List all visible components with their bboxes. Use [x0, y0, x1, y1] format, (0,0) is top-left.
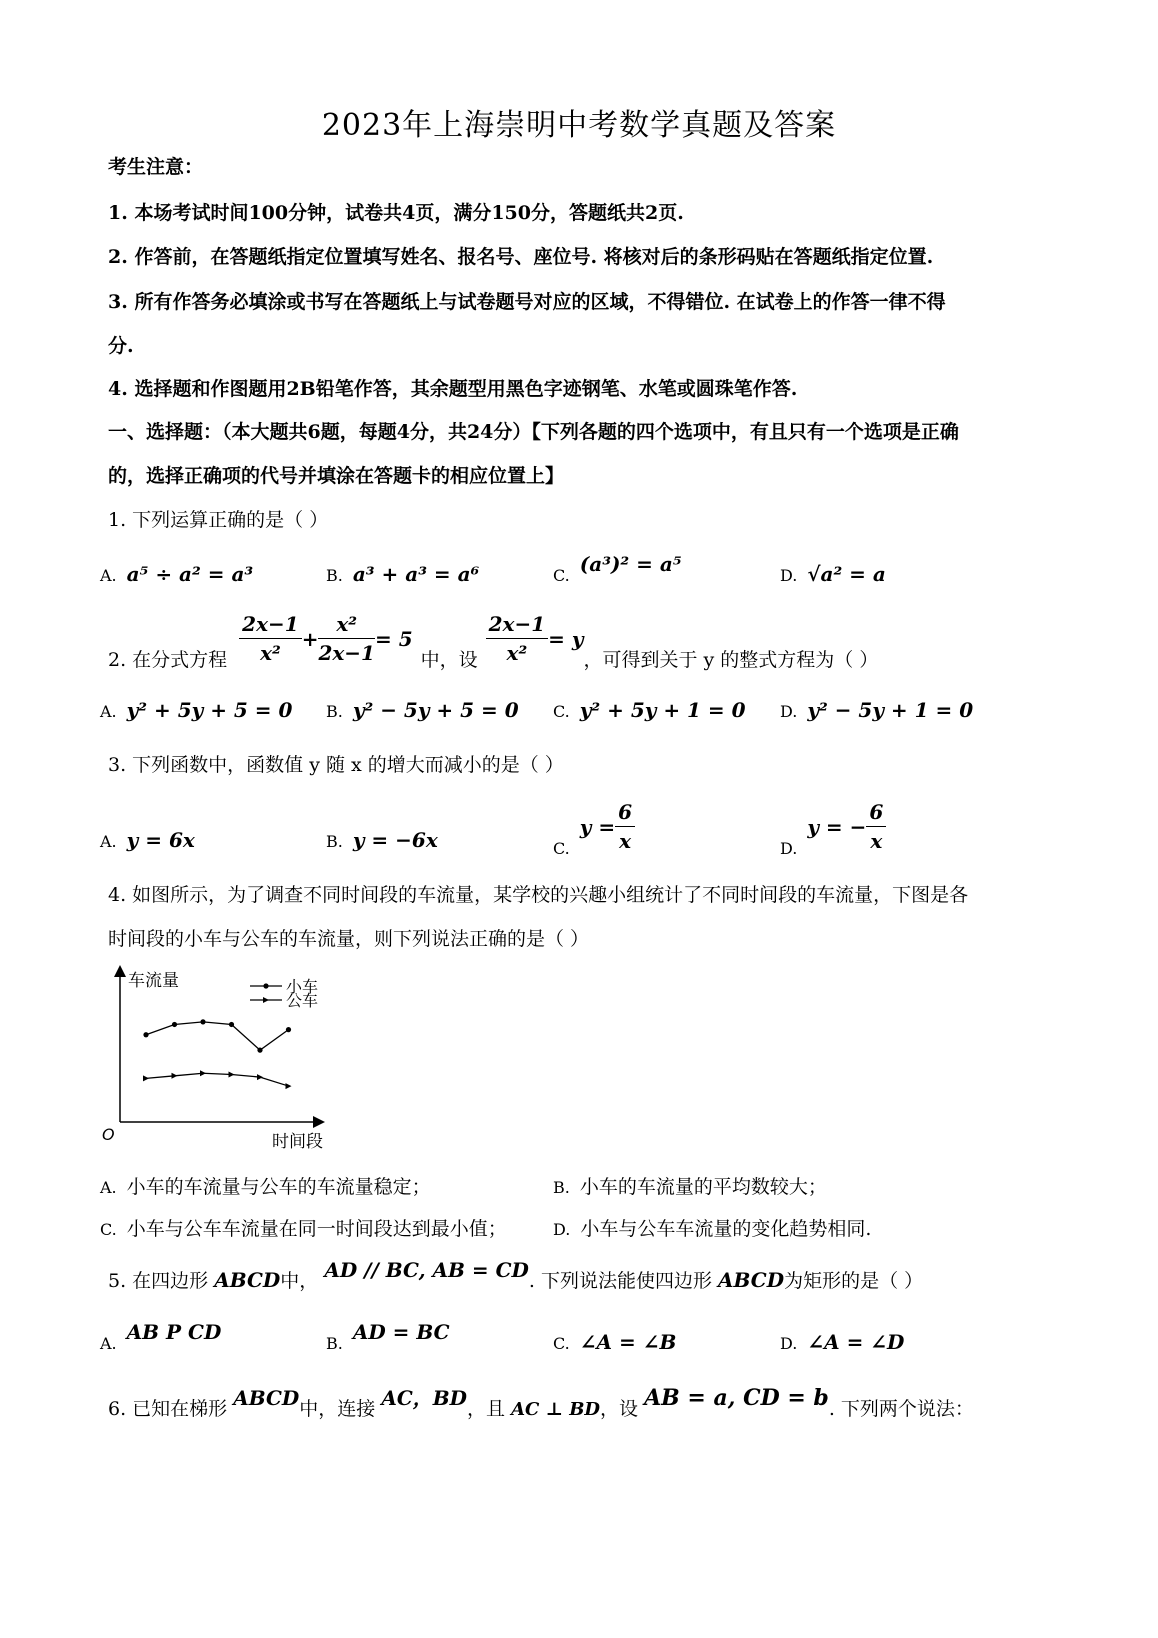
q5-quad: ABCD	[214, 1268, 281, 1292]
q4-label-c: C.	[100, 1220, 117, 1239]
q5-stem	[108, 1258, 924, 1293]
q5-condition: AD // BC, AB = CD	[324, 1258, 529, 1282]
q2-frac-3-num: 2x−1	[486, 610, 549, 639]
q2-expr-d: y² − 5y + 1 = 0	[807, 698, 974, 722]
q6-set-vectors: AB = a, CD = b	[644, 1385, 829, 1411]
y-axis-label: 车流量	[128, 971, 179, 991]
q2-mid: 中，设	[420, 649, 478, 671]
q5-expr-d: ∠A = ∠D	[807, 1330, 905, 1354]
q4-stem-2: 时间段的小车与公车的车流量，则下列说法正确的是（ ）	[108, 928, 590, 950]
section1-heading: 一、选择题：（本大题共6题，每题4分，共24分）【下列各题的四个选项中，有且只有一个选项是正确	[108, 421, 959, 443]
q2-option-b	[326, 698, 519, 722]
q3-frac-c-num: 6	[615, 798, 635, 827]
q6-prefix: 6. 已知在梯形	[108, 1398, 228, 1420]
q1-label-b: B.	[326, 566, 343, 585]
series-2-point-4	[229, 1072, 235, 1078]
series-1-point-2	[172, 1022, 177, 1027]
series-1-point-6	[286, 1027, 291, 1032]
series-2-point-3	[200, 1070, 206, 1076]
q3-label-d: D.	[780, 839, 798, 858]
q5-option-b	[326, 1320, 450, 1354]
q3-label-b: B.	[326, 832, 343, 851]
legend-label-2: 公车	[286, 991, 319, 1010]
q3-frac-d	[866, 798, 886, 855]
notice-item-3: 3. 所有作答务必填涂或书写在答题纸上与试卷题号对应的区域，不得错位. 在试卷上的作答一律不得	[108, 291, 946, 313]
series-2-point-2	[172, 1073, 178, 1079]
series-1-point-5	[257, 1048, 262, 1053]
q5-option-c	[553, 1330, 676, 1354]
q2-suffix: ，可得到关于 y 的整式方程为（ ）	[583, 649, 879, 671]
q1-label-c: C.	[553, 566, 570, 585]
chart-legend	[250, 977, 318, 1010]
q1-expr-b: a³ + a³ = a⁶	[352, 562, 480, 586]
q1-option-c	[553, 552, 682, 586]
q2-option-d	[780, 698, 973, 722]
q6-t1: 中，连接	[299, 1398, 376, 1420]
q4-label-a: A.	[100, 1178, 117, 1197]
q5-label-d: D.	[780, 1334, 798, 1353]
q5-label-b: B.	[326, 1334, 343, 1353]
q3-stem: 3. 下列函数中，函数值 y 随 x 的增大而减小的是（ ）	[108, 754, 564, 776]
series-1-point-1	[143, 1032, 148, 1037]
q2-expr-b: y² − 5y + 5 = 0	[352, 698, 519, 722]
q2-frac-2-num: x²	[318, 610, 375, 639]
q2-label-a: A.	[100, 702, 117, 721]
q1-option-d	[780, 562, 886, 586]
q6-t3: ，设	[600, 1398, 639, 1420]
q5-expr-c: ∠A = ∠B	[579, 1330, 677, 1354]
series-1-point-3	[200, 1019, 205, 1024]
q2-option-a	[100, 698, 292, 722]
q1-expr-c: (a³)² = a⁵	[579, 552, 682, 576]
q4-label-b: B.	[553, 1178, 570, 1197]
q3-frac-c	[615, 798, 635, 855]
q2-eqy: = y	[548, 626, 584, 651]
q5-quad-2: ABCD	[718, 1268, 785, 1292]
q2-prefix: 2. 在分式方程	[108, 649, 228, 671]
q3-option-d	[780, 798, 886, 858]
series-2-point-5	[257, 1074, 263, 1080]
q2-frac-2	[318, 610, 375, 667]
q3-expr-c-lhs: y =	[579, 814, 616, 839]
q4-option-c	[100, 1214, 507, 1241]
q2-label-d: D.	[780, 702, 798, 721]
legend-label-1: 小车	[286, 977, 319, 996]
q2-label-b: B.	[326, 702, 343, 721]
q5-prefix: 5. 在四边形	[108, 1270, 209, 1292]
q3-frac-d-num: 6	[866, 798, 886, 827]
q4-text-d: 小车与公车车流量的变化趋势相同.	[580, 1218, 872, 1240]
q6-perp: AC ⊥ BD	[511, 1399, 601, 1420]
q3-label-c: C.	[553, 839, 570, 858]
q2-eq5: = 5	[374, 626, 413, 651]
notice-heading: 考生注意：	[108, 156, 204, 178]
chart-plot	[143, 1019, 292, 1089]
series-2-point-6	[286, 1083, 292, 1089]
q1-label-d: D.	[780, 566, 798, 585]
q2-frac-1-den: x²	[260, 641, 281, 665]
notice-item-3-cont: 分.	[108, 335, 134, 357]
q1-stem: 1. 下列运算正确的是（ ）	[108, 509, 329, 531]
q2-expr-a: y² + 5y + 5 = 0	[126, 698, 293, 722]
page-title: 2023年上海崇明中考数学真题及答案	[321, 108, 837, 143]
q5-option-d	[780, 1330, 904, 1354]
series-line-2	[146, 1073, 289, 1086]
q6-stem	[108, 1385, 974, 1421]
q2-option-c	[553, 698, 746, 722]
q3-frac-d-den: x	[870, 829, 883, 853]
q2-expr-c: y² + 5y + 1 = 0	[579, 698, 746, 722]
q6-t2: ，且	[467, 1398, 506, 1420]
q2-frac-3	[486, 610, 549, 667]
q3-frac-c-den: x	[619, 829, 632, 853]
q3-option-c	[553, 798, 635, 858]
q5-expr-a: AB P CD	[126, 1320, 222, 1344]
section1-heading-cont: 的，选择正确项的代号并填涂在答题卡的相应位置上】	[108, 465, 565, 487]
q1-option-a	[100, 562, 253, 586]
series-1-point-4	[229, 1022, 234, 1027]
q2-plus: +	[301, 626, 319, 651]
q4-text-a: 小车的车流量与公车的车流量稳定；	[126, 1176, 431, 1198]
q5-label-c: C.	[553, 1334, 570, 1353]
q6-diagonals: AC，BD	[381, 1386, 468, 1410]
q2-frac-2-den: 2x−1	[318, 641, 375, 665]
q3-label-a: A.	[100, 832, 117, 851]
q4-option-a	[100, 1172, 431, 1199]
q4-text-b: 小车的车流量的平均数较大；	[579, 1176, 827, 1198]
q3-option-a	[100, 828, 195, 852]
q1-expr-d: √a² = a	[807, 562, 886, 586]
q5-mid: 中，	[280, 1270, 319, 1292]
q4-label-d: D.	[553, 1220, 571, 1239]
q4-option-d	[553, 1214, 871, 1241]
q5-suffix: . 下列说法能使四边形	[528, 1270, 712, 1292]
q5-option-a	[100, 1320, 222, 1354]
q2-stem	[108, 610, 879, 671]
q1-expr-a: a⁵ ÷ a² = a³	[126, 562, 254, 586]
q3-option-b	[326, 828, 438, 852]
series-line-1	[146, 1022, 289, 1050]
notice-item-1: 1. 本场考试时间100分钟，试卷共4页，满分150分，答题纸共2页.	[108, 202, 684, 224]
notice-item-2: 2. 作答前，在答题纸指定位置填写姓名、报名号、座位号. 将核对后的条形码贴在答题纸指定位置.	[108, 246, 934, 268]
q2-frac-1	[239, 610, 302, 667]
q3-expr-d-lhs: y = −	[807, 814, 867, 839]
q1-label-a: A.	[100, 566, 117, 585]
q5-label-a: A.	[100, 1334, 117, 1353]
q4-stem-1: 4. 如图所示，为了调查不同时间段的车流量，某学校的兴趣小组统计了不同时间段的车流量，下图是各	[108, 884, 969, 906]
traffic-chart	[100, 962, 360, 1162]
x-axis-label: 时间段	[272, 1132, 323, 1152]
q6-t4: . 下列两个说法：	[828, 1398, 974, 1420]
q6-quad: ABCD	[233, 1386, 300, 1410]
q1-option-b	[326, 562, 479, 586]
origin-label: O	[102, 1125, 115, 1144]
q4-option-b	[553, 1172, 827, 1199]
q2-label-c: C.	[553, 702, 570, 721]
q5-end: 为矩形的是（ ）	[784, 1270, 924, 1292]
series-2-point-1	[143, 1075, 149, 1081]
legend-marker-2	[263, 997, 269, 1003]
q3-expr-b: y = −6x	[352, 828, 438, 852]
q4-text-c: 小车与公车车流量在同一时间段达到最小值；	[126, 1218, 507, 1240]
q3-expr-a: y = 6x	[126, 828, 195, 852]
legend-marker-1	[263, 983, 268, 988]
notice-item-4: 4. 选择题和作图题用2B铅笔作答，其余题型用黑色字迹钢笔、水笔或圆珠笔作答.	[108, 378, 798, 400]
q2-frac-3-den: x²	[506, 641, 528, 665]
q2-frac-1-num: 2x−1	[239, 610, 302, 639]
q5-expr-b: AD = BC	[352, 1320, 450, 1344]
